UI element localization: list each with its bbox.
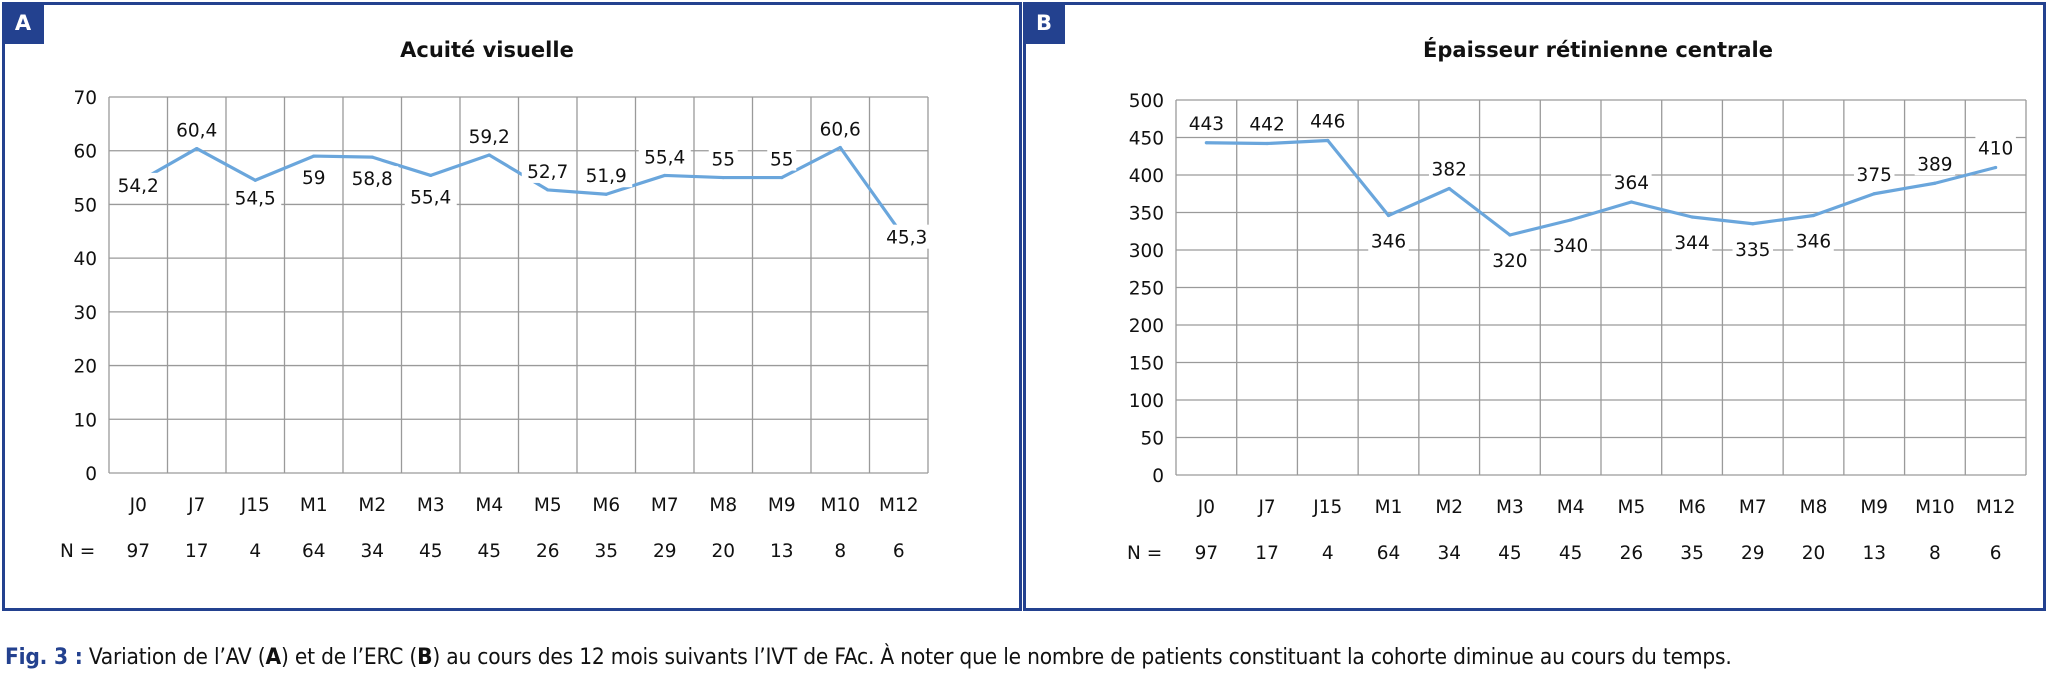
- x-tick-label: M6: [592, 495, 621, 516]
- y-tick-label: 200: [1128, 316, 1164, 337]
- n-value-label: 8: [834, 541, 847, 562]
- chart-title: Acuité visuelle: [400, 38, 574, 62]
- data-point: [371, 156, 374, 159]
- n-value-label: 17: [184, 541, 209, 562]
- data-point: [1873, 192, 1876, 195]
- n-value-label: 45: [1558, 543, 1583, 564]
- caption-text-1: Variation de l’AV (: [82, 644, 266, 670]
- data-point: [1205, 141, 1208, 144]
- x-tick-label: M8: [709, 495, 738, 516]
- figure-caption: [5, 644, 1732, 670]
- x-tick-label: M7: [650, 495, 679, 516]
- x-tick-label: M10: [1915, 497, 1955, 518]
- n-value-label: 97: [126, 541, 151, 562]
- panel-b-label: B: [1023, 2, 1065, 44]
- y-tick-label: 0: [85, 464, 97, 485]
- x-tick-label: M9: [767, 495, 796, 516]
- data-point: [429, 174, 432, 177]
- x-tick-label: J15: [1313, 497, 1343, 518]
- data-label: 346: [1370, 231, 1407, 253]
- caption-ref-a: A: [265, 644, 281, 670]
- n-value-label: 64: [1376, 543, 1401, 564]
- y-tick-label: 100: [1128, 391, 1164, 412]
- x-tick-label: J15: [240, 495, 270, 516]
- y-tick-label: 30: [73, 302, 97, 324]
- data-label: 442: [1249, 114, 1285, 136]
- y-tick-label: 50: [73, 195, 97, 217]
- data-label: 382: [1431, 159, 1467, 181]
- n-value-label: 13: [769, 541, 794, 562]
- n-value-label: 20: [711, 541, 736, 562]
- n-value-label: 26: [1619, 543, 1644, 564]
- data-point: [1448, 187, 1451, 190]
- data-label: 59,2: [468, 127, 510, 149]
- n-value-label: 6: [892, 541, 905, 562]
- n-value-label: 64: [301, 541, 326, 562]
- data-label: 55: [769, 149, 794, 171]
- x-tick-label: M6: [1678, 497, 1706, 518]
- n-value-label: 20: [1801, 543, 1826, 564]
- x-tick-label: J0: [129, 495, 147, 516]
- panel-a-label: A: [2, 2, 44, 44]
- data-label: 389: [1917, 154, 1953, 176]
- x-tick-label: M10: [820, 495, 861, 516]
- n-value-label: 45: [418, 541, 443, 562]
- data-label: 54,5: [234, 188, 276, 210]
- caption-text-3: ) au cours des 12 mois suivants l’IVT de FAc. À noter que le nombre de patients constituant la cohorte diminue au cours du temps.: [432, 644, 1732, 670]
- caption-ref-b: B: [417, 644, 433, 670]
- y-tick-label: 70: [73, 88, 97, 109]
- n-value-label: 34: [360, 541, 385, 562]
- y-tick-label: 10: [73, 410, 97, 432]
- data-point: [839, 146, 842, 149]
- data-point: [1569, 218, 1572, 221]
- n-value-label: 13: [1862, 543, 1886, 564]
- x-tick-label: M4: [475, 495, 504, 516]
- y-tick-label: 450: [1128, 128, 1164, 150]
- x-tick-label: M7: [1738, 497, 1767, 518]
- data-label: 55: [711, 149, 736, 171]
- data-point: [1933, 182, 1936, 185]
- x-tick-label: J7: [1258, 497, 1276, 518]
- data-label: 443: [1188, 113, 1225, 135]
- data-label: 55,4: [410, 187, 452, 209]
- data-label: 51,9: [585, 166, 627, 188]
- data-point: [1630, 200, 1633, 203]
- caption-prefix: Fig. 3 :: [5, 644, 83, 670]
- n-value-label: 17: [1255, 543, 1279, 564]
- chart-title: Épaisseur rétinienne centrale: [1423, 38, 1773, 62]
- n-row-label: N =: [60, 541, 96, 562]
- data-label: 320: [1492, 251, 1528, 272]
- x-tick-label: M4: [1556, 497, 1585, 518]
- data-point: [546, 188, 549, 191]
- data-point: [1387, 214, 1390, 217]
- n-value-label: 34: [1437, 543, 1461, 564]
- data-point: [195, 147, 198, 150]
- data-label: 45,3: [886, 227, 928, 249]
- y-tick-label: 250: [1128, 278, 1164, 300]
- n-value-label: 4: [249, 541, 262, 562]
- n-value-label: 26: [535, 541, 560, 562]
- data-label: 60,4: [176, 120, 218, 142]
- data-point: [1751, 222, 1754, 225]
- y-tick-label: 350: [1128, 203, 1164, 225]
- x-tick-label: M3: [1496, 497, 1524, 518]
- n-value-label: 8: [1929, 543, 1941, 564]
- y-tick-label: 40: [73, 249, 97, 271]
- y-tick-label: 150: [1128, 353, 1164, 375]
- data-point: [663, 174, 666, 177]
- data-point: [1508, 233, 1511, 236]
- data-label: 54,2: [117, 175, 159, 197]
- data-label: 59: [301, 168, 326, 190]
- n-value-label: 35: [594, 541, 619, 562]
- data-label: 340: [1552, 236, 1589, 257]
- n-value-label: 97: [1194, 543, 1219, 564]
- n-row-label: N =: [1127, 543, 1163, 564]
- panel-a: [2, 2, 1022, 611]
- data-point: [780, 176, 783, 179]
- y-tick-label: 400: [1128, 166, 1164, 187]
- x-tick-label: J7: [188, 495, 206, 516]
- data-label: 52,7: [527, 161, 569, 183]
- x-tick-label: J0: [1197, 497, 1215, 518]
- n-value-label: 29: [1741, 543, 1765, 564]
- data-point: [254, 179, 257, 182]
- x-tick-label: M9: [1860, 497, 1889, 518]
- data-label: 335: [1735, 239, 1771, 261]
- chart-a: [5, 5, 1019, 608]
- data-point: [722, 176, 725, 179]
- data-point: [488, 153, 491, 156]
- y-tick-label: 0: [1152, 466, 1164, 487]
- data-label: 446: [1310, 111, 1346, 133]
- x-tick-label: M12: [1975, 497, 2016, 518]
- data-label: 60,6: [819, 119, 861, 141]
- x-tick-label: M1: [299, 495, 328, 516]
- n-value-label: 45: [1498, 543, 1522, 564]
- data-point: [1994, 166, 1997, 169]
- data-label: 58,8: [351, 169, 393, 191]
- n-value-label: 6: [1989, 543, 2002, 564]
- n-value-label: 35: [1680, 543, 1704, 564]
- x-tick-label: M5: [533, 495, 562, 516]
- y-tick-label: 300: [1128, 241, 1164, 262]
- n-value-label: 45: [477, 541, 502, 562]
- data-point: [1265, 142, 1268, 145]
- y-tick-label: 60: [73, 141, 97, 163]
- data-point: [1812, 214, 1815, 217]
- y-tick-label: 20: [73, 356, 97, 378]
- data-label: 410: [1977, 138, 2014, 160]
- data-point: [605, 193, 608, 196]
- n-value-label: 29: [652, 541, 677, 562]
- panel-b: [1023, 2, 2046, 611]
- data-label: 346: [1795, 231, 1832, 253]
- y-tick-label: 500: [1128, 91, 1164, 112]
- x-tick-label: M5: [1617, 497, 1646, 518]
- n-value-label: 4: [1321, 543, 1334, 564]
- data-label: 364: [1613, 173, 1650, 194]
- x-tick-label: M2: [1435, 497, 1464, 518]
- data-point: [1326, 139, 1329, 142]
- caption-text-2: ) et de l’ERC (: [280, 644, 418, 670]
- data-label: 55,4: [644, 147, 686, 169]
- x-tick-label: M1: [1374, 497, 1403, 518]
- x-tick-label: M8: [1799, 497, 1828, 518]
- x-tick-label: M3: [416, 495, 445, 516]
- data-point: [312, 154, 315, 157]
- chart-b: [1026, 5, 2043, 608]
- data-label: 375: [1856, 164, 1892, 186]
- x-tick-label: M12: [878, 495, 919, 516]
- data-label: 344: [1674, 233, 1710, 254]
- data-point: [1690, 215, 1693, 218]
- x-tick-label: M2: [358, 495, 387, 516]
- y-tick-label: 50: [1140, 428, 1164, 450]
